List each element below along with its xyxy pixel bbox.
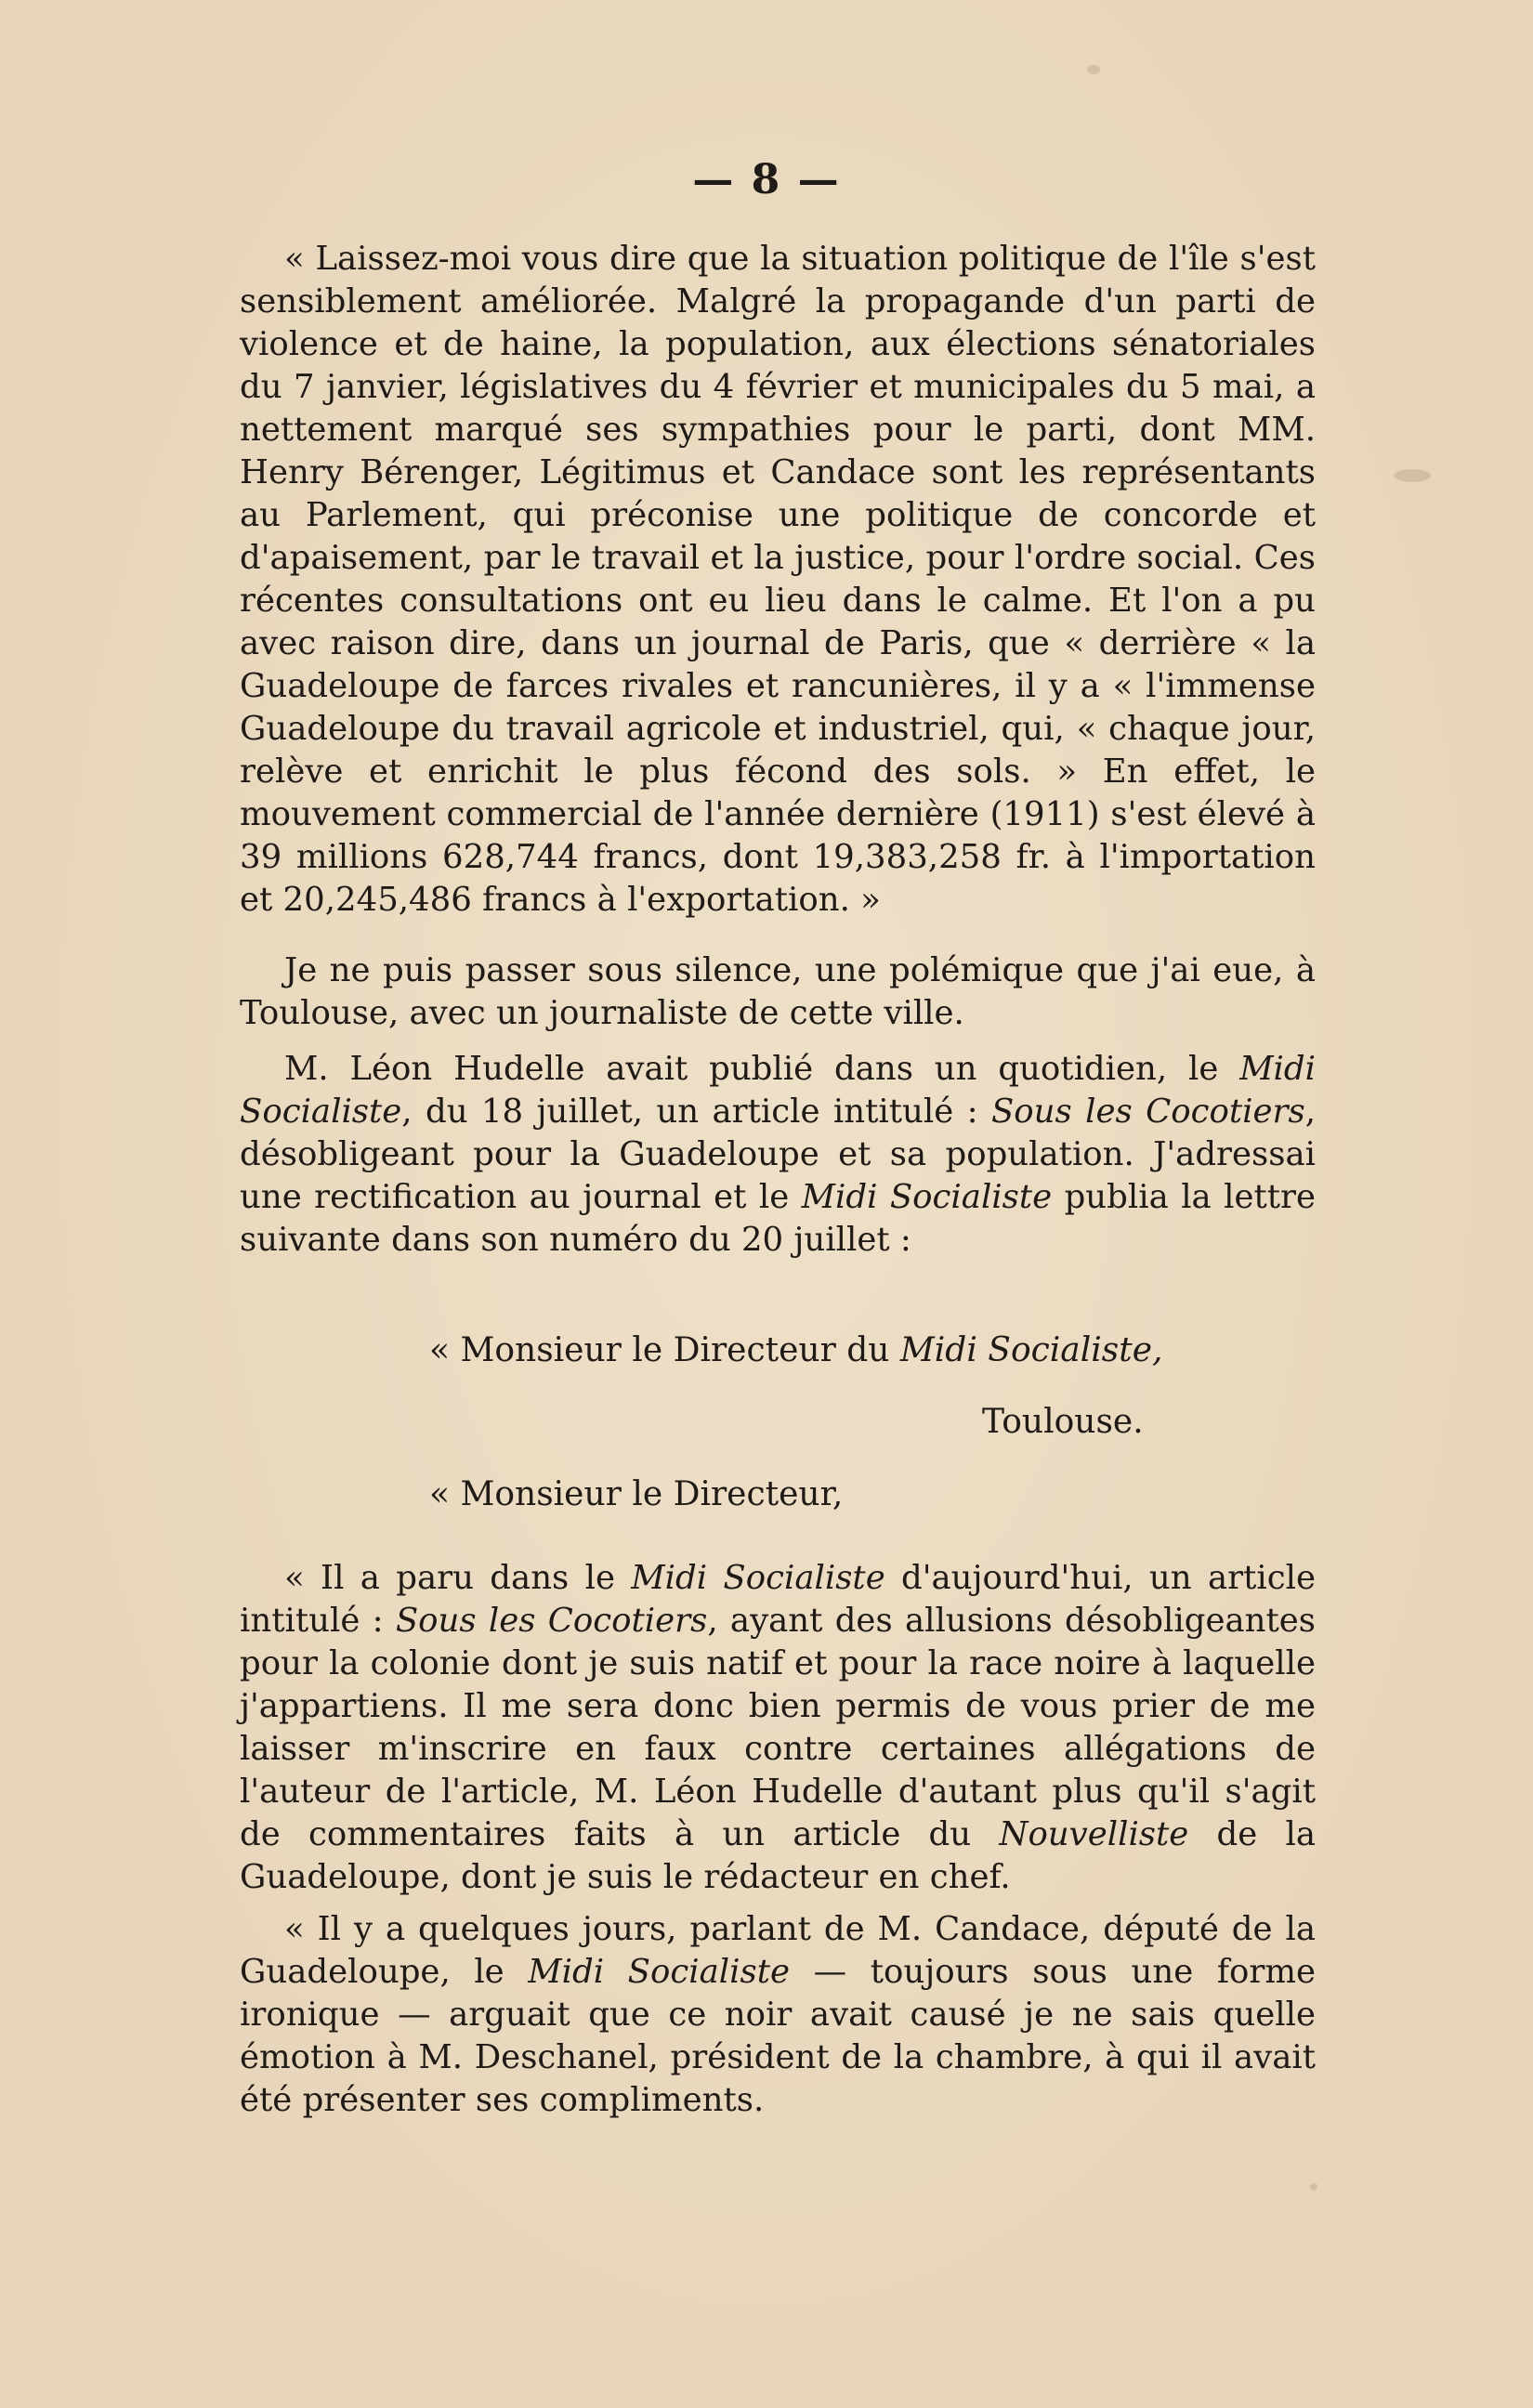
page-number: — 8 — <box>692 156 841 203</box>
text-run: , désobligeant pour la Guadeloupe et sa population. J'adressai une rectification au journal et le <box>240 1093 1317 1216</box>
text-run: — toujours sous une forme ironique — arguait que ce noir avait causé je ne sais quelle émotion à M. Deschanel, président de la chambre, à qui il avait été présenter ses compliments. <box>240 1953 1316 2119</box>
paragraph-text <box>240 1048 1316 1262</box>
letter-paragraph-2 <box>240 1908 1316 2122</box>
letter-salutation <box>429 1331 1163 1369</box>
newspaper-title: Nouvelliste <box>999 1815 1189 1853</box>
paper-stain <box>1087 65 1100 74</box>
text-run: « Monsieur le Directeur du <box>429 1331 900 1369</box>
text-run: « Il a paru dans le <box>284 1559 632 1597</box>
paragraph-text: Je ne puis passer sous silence, une polémique que j'ai eue, à Toulouse, avec un journaliste de cette ville. <box>240 951 1316 1032</box>
paragraph-polemique <box>240 949 1316 1035</box>
letter-paragraph-1 <box>240 1557 1316 1899</box>
text-run: « Il y a quelques jours, parlant de M. Candace, député de la Guadeloupe, le <box>240 1910 1316 1991</box>
text-run: , du 18 juillet, un article intitulé : <box>401 1093 991 1131</box>
paragraph-text: « Laissez-moi vous dire que la situation politique de l'île s'est sensiblement améliorée. Malgré la propagande d'un parti de violence et de haine, la population, aux élections sénatoriales du 7 janvier, législatives du 4 février et municipales du 5 mai, a nettement marqué ses sympathies pour le parti, dont MM. Henry Bérenger, Légitimus et Candace sont les représentants au Parlement, qui préconise une politique de concorde et d'apaisement, par le travail et la justice, pour l'ordre social. Ces récentes consultations ont eu lieu dans le calme. Et l'on a pu avec raison dire, dans un journal de Paris, que « derrière « la Guadeloupe de farces rivales et rancunières, il y a « l'immense Guadeloupe du travail agricole et industriel, qui, « chaque jour, relève et enrichit le plus fécond des sols. » En effet, le mouvement commercial de l'année dernière (1911) s'est élevé à 39 millions 628,744 francs, dont 19,383,258 fr. à l'importation et 20,245,486 francs à l'exportation. » <box>240 240 1316 919</box>
paper-stain <box>1394 469 1431 482</box>
article-title: Sous les Cocotiers <box>395 1602 708 1640</box>
paragraph-hudelle <box>240 1048 1316 1262</box>
text-run: M. Léon Hudelle avait publié dans un quotidien, le <box>284 1050 1240 1088</box>
text-run: d'aujourd'hui, un article intitulé : <box>240 1559 1316 1640</box>
paragraph-text <box>240 1557 1316 1899</box>
paragraph-quote-politics <box>240 238 1316 922</box>
letter-city: Toulouse. <box>982 1403 1144 1441</box>
text-run: publia la lettre suivante dans son numéro du 20 juillet : <box>240 1178 1317 1259</box>
newspaper-title: Midi Socialiste <box>631 1559 885 1597</box>
newspaper-title: Midi Socialiste <box>240 1050 1316 1131</box>
letter-greeting: « Monsieur le Directeur, <box>429 1475 844 1513</box>
newspaper-title: Midi Socialiste <box>801 1178 1053 1216</box>
article-title: Sous les Cocotiers <box>990 1093 1305 1131</box>
newspaper-title: Midi Socialiste, <box>899 1331 1163 1369</box>
newspaper-title: Midi Socialiste <box>528 1953 790 1991</box>
text-run: de la Guadeloupe, dont je suis le rédacteur en chef. <box>240 1815 1316 1896</box>
paper-stain <box>1310 2183 1317 2191</box>
text-run: , ayant des allusions désobligeantes pour la colonie dont je suis natif et pour la race noire à laquelle j'appartiens. Il me sera donc bien permis de vous prier de me laisser m'inscrire en faux contre certaines allégations de l'auteur de l'article, M. Léon Hudelle d'autant plus qu'il s'agit de commentaires faits à un article du <box>240 1602 1316 1853</box>
paragraph-text <box>240 1908 1316 2122</box>
